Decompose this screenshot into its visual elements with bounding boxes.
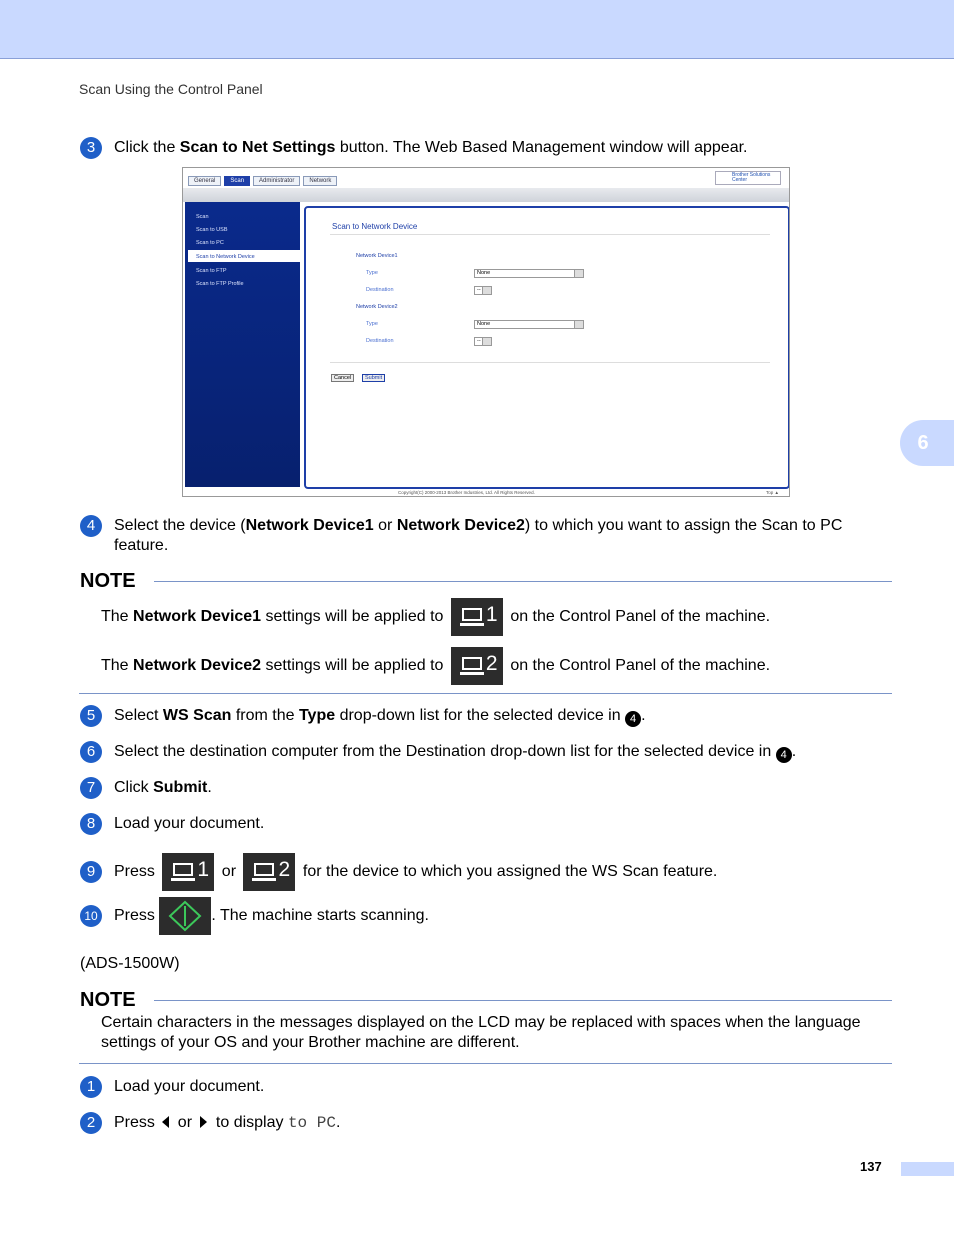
page-number-bar xyxy=(901,1162,954,1176)
tab-general[interactable]: General xyxy=(188,176,221,186)
tab-scan[interactable]: Scan xyxy=(224,176,250,186)
note-rule xyxy=(79,1063,892,1064)
panel-divider xyxy=(330,234,770,235)
sidebar-item-scan-to-pc[interactable]: Scan to PC xyxy=(196,240,224,246)
start-icon xyxy=(159,897,211,935)
step-number: 10 xyxy=(80,905,102,927)
step-number: 5 xyxy=(80,705,102,727)
step-number: 1 xyxy=(80,1076,102,1098)
computer-icon xyxy=(462,657,482,670)
device2-key: 2 xyxy=(451,647,503,685)
step-number: 8 xyxy=(80,813,102,835)
brother-solutions-link[interactable]: Brother Solutions Center xyxy=(715,171,781,185)
device1-label: Network Device1 xyxy=(356,253,398,259)
top-link[interactable]: Top ▲ xyxy=(766,490,779,495)
submit-button[interactable]: Submit xyxy=(362,374,385,382)
note1-line1: The Network Device1 settings will be applied to 1 on the Control Panel of the machine. xyxy=(101,598,770,636)
note-rule xyxy=(79,693,892,694)
screenshot-tabs xyxy=(188,176,337,186)
scan-to-net-settings-label: Scan to Net Settings xyxy=(179,139,336,156)
device1-destination-label: Destination xyxy=(366,287,394,293)
device2-destination-label: Destination xyxy=(366,338,394,344)
web-management-screenshot xyxy=(182,167,790,497)
step-reference: 4 xyxy=(625,711,641,727)
chevron-down-icon xyxy=(482,287,491,294)
chapter-tab[interactable]: 6 xyxy=(900,420,954,466)
device2-type-label: Type xyxy=(366,321,378,327)
computer-icon xyxy=(462,608,482,621)
sidebar-item-scan-to-network-device[interactable]: Scan to Network Device xyxy=(196,254,255,260)
note-rule xyxy=(154,1000,892,1001)
step-number: 3 xyxy=(80,137,102,159)
settings-panel xyxy=(304,206,790,489)
page-header-title: Scan Using the Control Panel xyxy=(79,81,263,97)
sidebar-item-scan[interactable]: Scan xyxy=(196,214,209,220)
device1-key: 1 xyxy=(451,598,503,636)
right-arrow-icon xyxy=(200,1116,207,1128)
step-number: 9 xyxy=(80,861,102,883)
screenshot-sidebar xyxy=(185,202,300,487)
device1-key[interactable]: 1 xyxy=(162,853,214,891)
step-number: 2 xyxy=(80,1112,102,1134)
note1-line2: The Network Device2 settings will be applied to 2 on the Control Panel of the machine. xyxy=(101,647,770,685)
header-band xyxy=(0,0,954,59)
step-reference: 4 xyxy=(776,747,792,763)
chevron-down-icon xyxy=(482,338,491,345)
step-number: 7 xyxy=(80,777,102,799)
sidebar-item-scan-to-usb[interactable]: Scan to USB xyxy=(196,227,228,233)
sidebar-item-scan-to-ftp-profile[interactable]: Scan to FTP Profile xyxy=(196,281,244,287)
note-rule xyxy=(154,581,892,582)
lcd-text: to PC xyxy=(287,1114,336,1132)
device2-label: Network Device2 xyxy=(356,304,398,310)
panel-divider xyxy=(330,362,770,363)
device2-type-select[interactable]: None xyxy=(474,320,584,329)
note-heading: NOTE xyxy=(80,989,136,1011)
chevron-down-icon xyxy=(574,270,583,277)
device2-destination-select[interactable]: -- xyxy=(474,337,492,346)
start-button[interactable] xyxy=(159,897,211,935)
panel-title: Scan to Network Device xyxy=(332,222,418,231)
tab-strip-bg xyxy=(183,188,790,202)
device1-destination-select[interactable]: -- xyxy=(474,286,492,295)
tab-administrator[interactable]: Administrator xyxy=(253,176,300,186)
device1-type-select[interactable]: None xyxy=(474,269,584,278)
tab-network[interactable]: Network xyxy=(303,176,337,186)
sidebar-item-scan-to-ftp[interactable]: Scan to FTP xyxy=(196,268,227,274)
step-number: 4 xyxy=(80,515,102,537)
note-heading: NOTE xyxy=(80,570,136,592)
left-arrow-icon xyxy=(162,1116,169,1128)
cancel-button[interactable]: Cancel xyxy=(331,374,354,382)
page-number: 137 xyxy=(860,1159,882,1174)
copyright-footer: Copyright(C) 2000-2013 Brother Industries, Ltd. All Rights Reserved. xyxy=(398,490,535,495)
chevron-down-icon xyxy=(574,321,583,328)
device1-type-label: Type xyxy=(366,270,378,276)
model-label: (ADS-1500W) xyxy=(80,955,180,972)
computer-icon xyxy=(254,863,274,876)
device2-key[interactable]: 2 xyxy=(243,853,295,891)
step-number: 6 xyxy=(80,741,102,763)
note2-text: Certain characters in the messages displayed on the LCD may be replaced with spaces when the language settings of your OS and your Brother machine are different. xyxy=(101,1014,861,1051)
computer-icon xyxy=(173,863,193,876)
